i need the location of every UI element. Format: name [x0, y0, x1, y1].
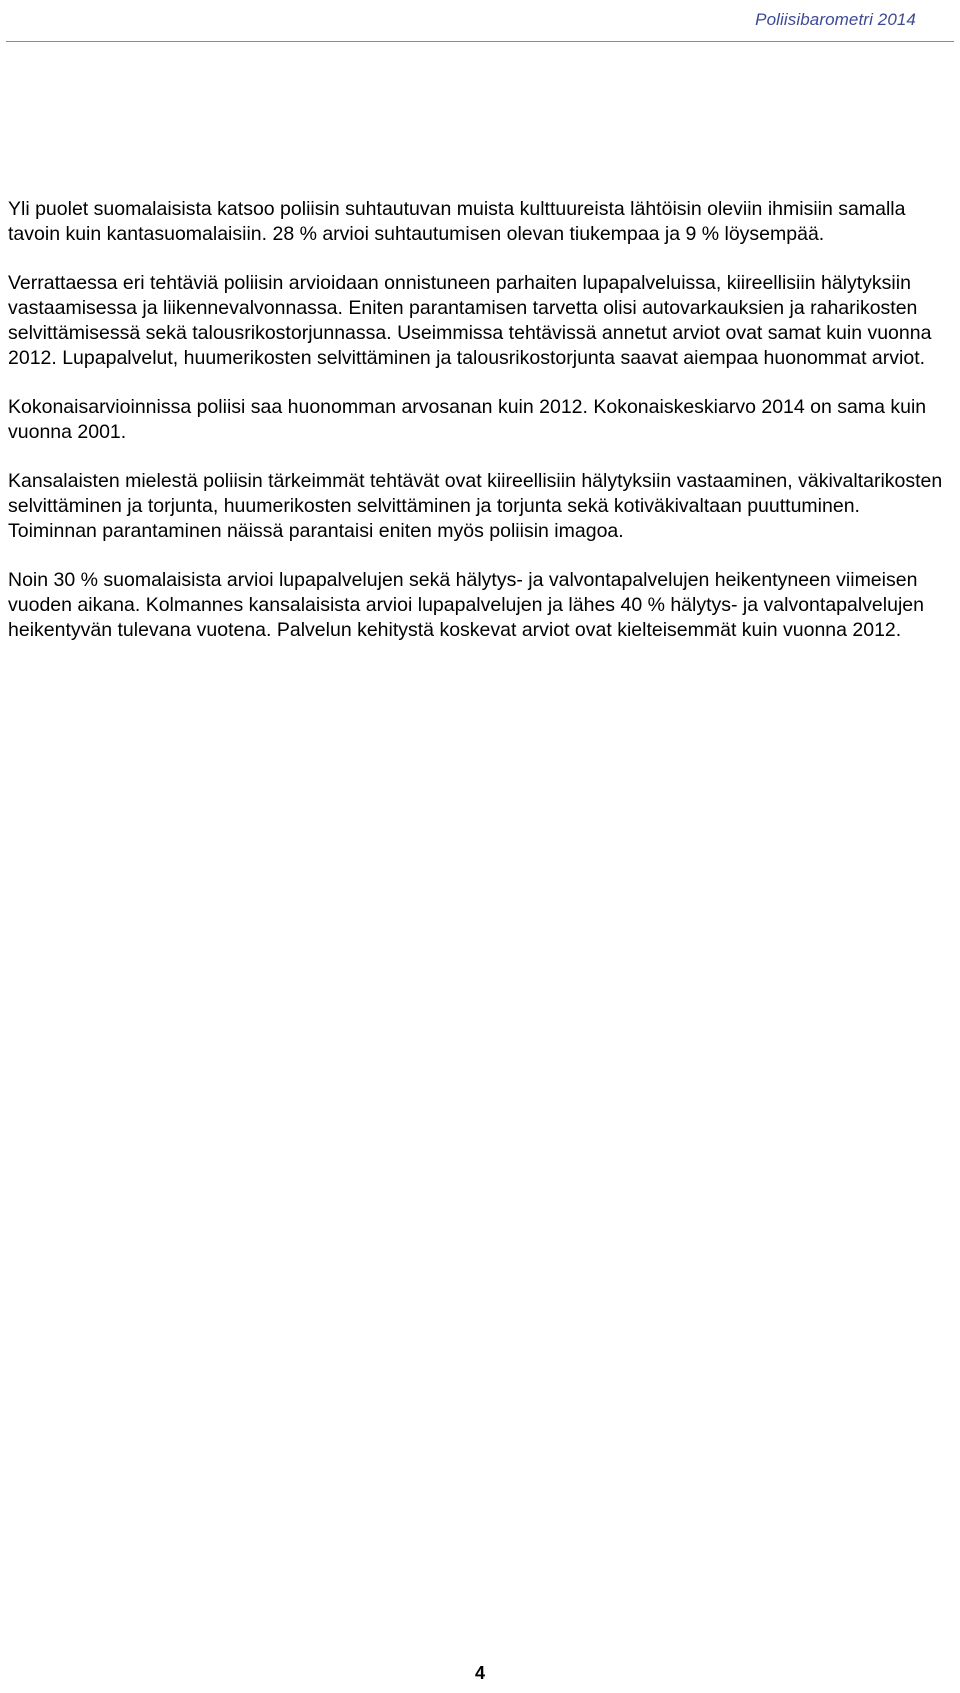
header-divider: [6, 41, 954, 42]
page-number: 4: [474, 1663, 485, 1683]
document-title: Poliisibarometri 2014: [755, 10, 916, 29]
page-body: [8, 197, 953, 667]
page-header: [0, 0, 960, 42]
paragraph-tasks-comparison: Verrattaessa eri tehtäviä poliisin arvioidaan onnistuneen parhaiten lupapalveluissa, kiireellisiin hälytyksiin vastaamisessa ja liikennevalvonnassa. Eniten parantamisen tarvetta olisi autovarkauksien ja raharikosten selvittämisessä sekä talousrikostorjunnassa. Useimmissa tehtävissä annetut arviot ovat samat kuin vuonna 2012. Lupapalvelut, huumerikosten selvittäminen ja talousrikostorjunta saavat aiempaa huonommat arviot.: [8, 272, 932, 369]
paragraph-overall-rating: Kokonaisarvioinnissa poliisi saa huonomman arvosanan kuin 2012. Kokonaiskeskiarvo 2014 on sama kuin vuonna 2001.: [8, 396, 927, 443]
paragraph-service-development: Noin 30 % suomalaisista arvioi lupapalvelujen sekä hälytys- ja valvontapalvelujen heikentyneen viimeisen vuoden aikana. Kolmannes kansalaisista arvioi lupapalvelujen ja lähes 40 % hälytys- ja valvontapalvelujen heikentyvän tulevana vuotena. Palvelun kehitystä koskevat arviot ovat kielteisemmät kuin vuonna 2012.: [8, 569, 924, 641]
paragraph-attitudes: Yli puolet suomalaisista katsoo poliisin suhtautuvan muista kulttuureista lähtöisin oleviin ihmisiin samalla tavoin kuin kantasuomalaisiin. 28 % arvioi suhtautumisen olevan tiukempaa ja 9 % löysempää.: [8, 198, 906, 245]
paragraph-important-tasks: Kansalaisten mielestä poliisin tärkeimmät tehtävät ovat kiireellisiin hälytyksiin vastaaminen, väkivaltarikosten selvittäminen ja torjunta, huumerikosten selvittäminen ja torjunta sekä kotiväkivaltaan puuttuminen. Toiminnan parantaminen näissä parantaisi eniten myös poliisin imagoa.: [8, 470, 943, 542]
